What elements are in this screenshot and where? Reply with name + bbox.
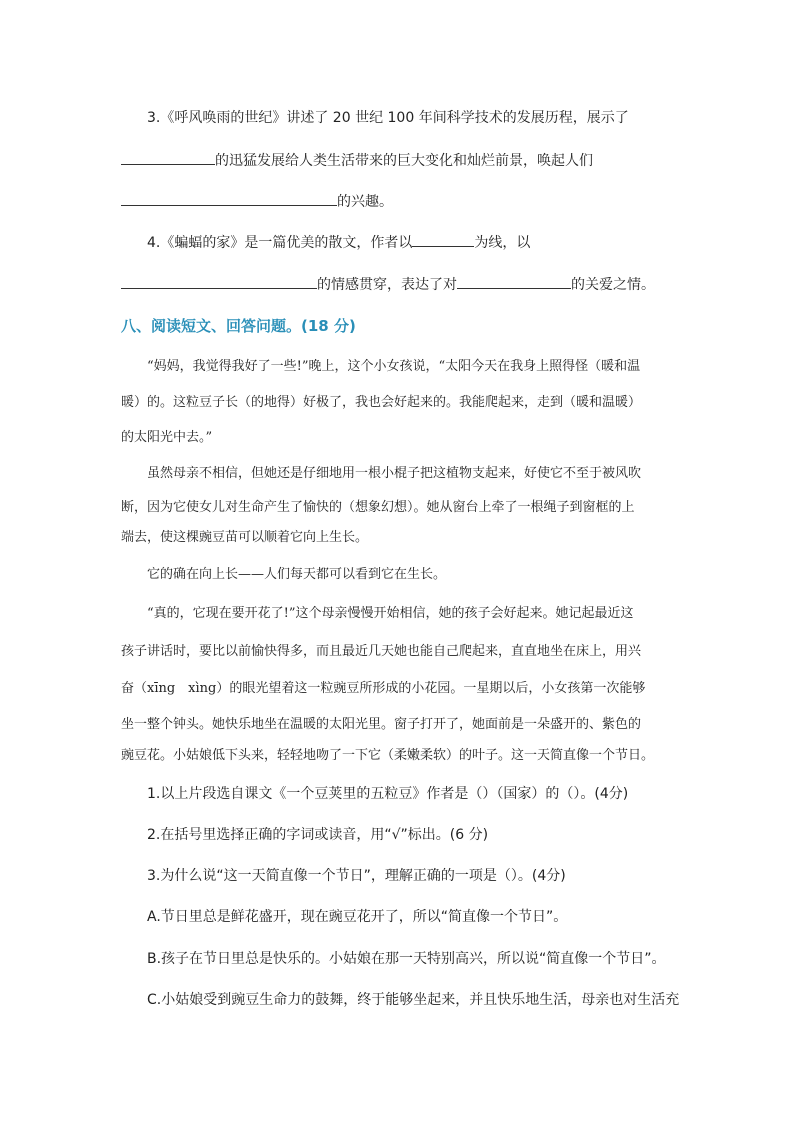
passage-line: 奋（xīng xìng）的眼光望着这一粒豌豆所形成的小花园。一星期以后，小女孩第一次能够 [121,681,646,696]
item4-line1-after: 为线，以 [474,235,531,251]
passage-line: 豌豆花。小姑娘低下头来，轻轻地吻了一下它（柔嫩柔软）的叶子。这一天简直像一个节日。 [121,748,655,763]
passage-line: 虽然母亲不相信，但她还是仔细地用一根小棍子把这植物支起来，好使它不至于被风吹 [147,466,642,481]
fill-blank[interactable] [412,232,474,247]
question-3: 3.为什么说“这一天简直像一个节日”，理解正确的一项是（）。(4分) [147,868,566,884]
fill-blank[interactable] [121,191,337,206]
item3-line3 [121,191,393,212]
fill-blank[interactable] [121,150,215,165]
passage-line: 端去，使这棵豌豆苗可以顺着它向上生长。 [121,530,369,545]
passage-line: 暖）的。这粒豆子长（的地得）好极了，我也会好起来的。我能爬起来，走到（暖和温暖） [121,395,642,410]
item4-line2 [121,274,655,295]
item3-line2-text: 的迅猛发展给人类生活带来的巨大变化和灿烂前景，唤起人们 [215,153,593,169]
question-1: 1.以上片段选自课文《一个豆荚里的五粒豆》作者是（）（国家）的（）。(4分) [147,786,629,802]
passage-line: 它的确在向上长——人们每天都可以看到它在生长。 [147,567,447,582]
section-heading: 八、阅读短文、回答问题。(18 分) [121,317,356,335]
question-2: 2.在括号里选择正确的字词或读音，用“√”标出。(6 分) [147,827,489,843]
fill-blank[interactable] [457,274,571,289]
passage-line: 坐一整个钟头。她快乐地坐在温暖的太阳光里。窗子打开了，她面前是一朵盛开的、紫色的 [121,717,642,732]
option-c: C.小姑娘受到豌豆生命力的鼓舞，终于能够坐起来，并且快乐地生活，母亲也对生活充 [147,992,680,1008]
item3-line3-text: 的兴趣。 [337,194,393,210]
passage-line: 孩子讲话时，要比以前愉快得多，而且最近几天她也能自己爬起来，直直地坐在床上，用兴 [121,644,642,659]
fill-blank[interactable] [121,274,317,289]
passage-line: “真的，它现在要开花了!”这个母亲慢慢开始相信，她的孩子会好起来。她记起最近这 [147,606,634,621]
passage-line: “妈妈，我觉得我好了一些!”晚上，这个小女孩说，“太阳今天在我身上照得怪（暖和温 [147,359,641,374]
item3-line1: 3.《呼风唤雨的世纪》讲述了 20 世纪 100 年间科学技术的发展历程，展示了 [147,110,629,126]
item4-line1-text: 4.《蝙蝠的家》是一篇优美的散文，作者以 [147,235,413,251]
item4-line2-after: 的关爱之情。 [571,277,655,293]
option-b: B.孩子在节日里总是快乐的。小姑娘在那一天特别高兴，所以说“简直像一个节日”。 [147,951,666,967]
item3-line2 [121,150,593,171]
passage-line: 的太阳光中去。” [121,430,213,445]
option-a: A.节日里总是鲜花盛开，现在豌豆花开了，所以“简直像一个节日”。 [147,909,568,925]
item4-line2-mid: 的情感贯穿，表达了对 [317,277,457,293]
passage-line: 断，因为它使女儿对生命产生了愉快的（想象幻想）。她从窗台上牵了一根绳子到窗框的上 [121,500,635,515]
item4-line1 [147,232,530,253]
